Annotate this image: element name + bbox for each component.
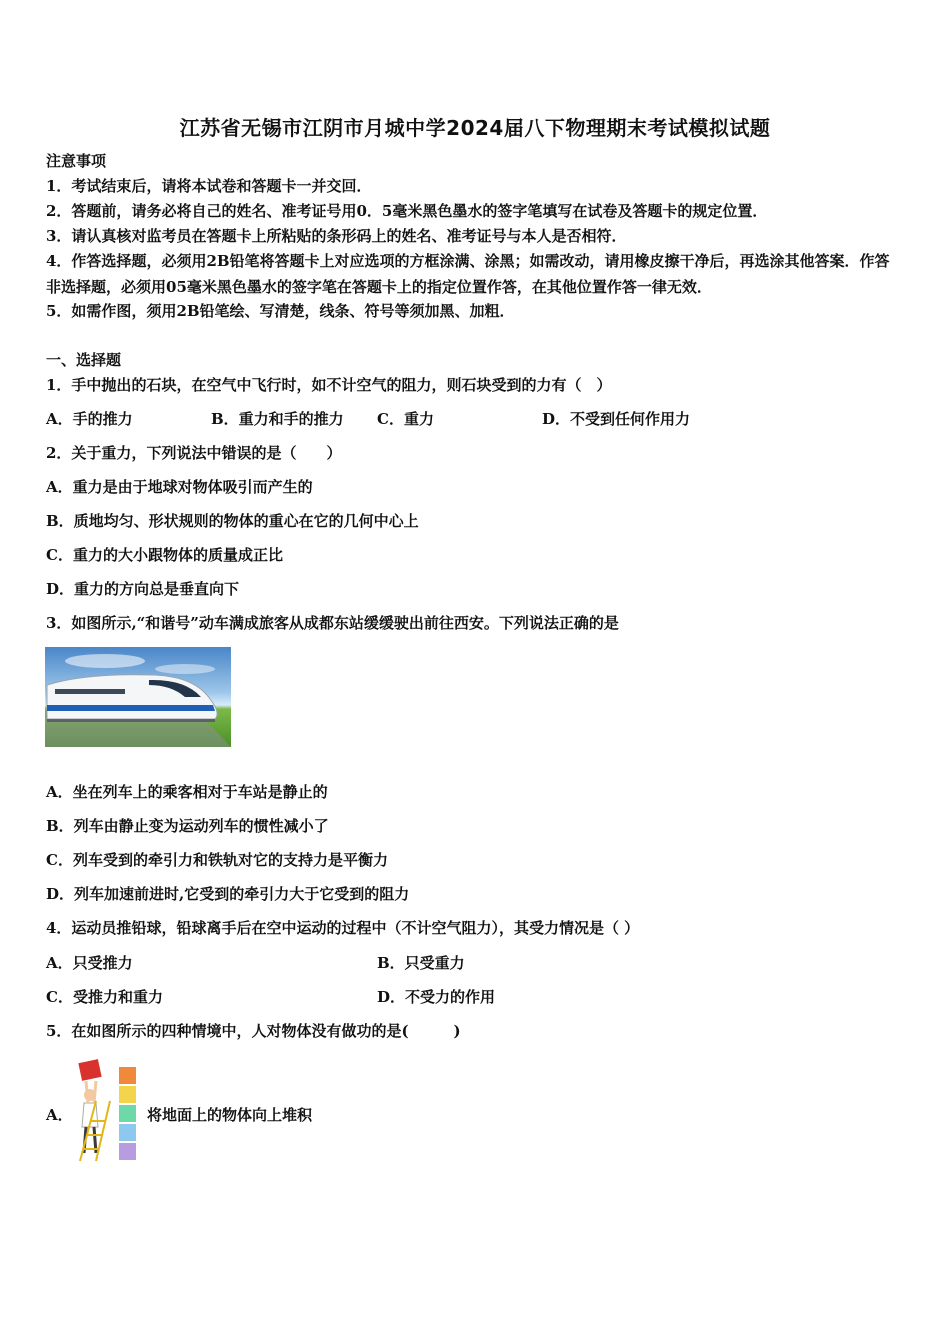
question-stem: 5．在如图所示的四种情境中，人对物体没有做功的是( ) — [46, 1022, 461, 1040]
box-purple — [119, 1143, 136, 1160]
option-d: D．不受到任何作用力 — [542, 410, 691, 428]
option-a: A．只受推力 — [46, 954, 133, 972]
box-yellow — [119, 1086, 136, 1103]
box-blue — [119, 1124, 136, 1141]
option-c: C．重力的大小跟物体的质量成正比 — [46, 546, 283, 564]
option-d: D．重力的方向总是垂直向下 — [46, 580, 240, 598]
option-c: C．重力 — [377, 410, 434, 428]
notice-heading: 注意事项 — [46, 152, 107, 170]
notice-item: 4．作答选择题，必须用2B铅笔将答题卡上对应选项的方框涂满、涂黑；如需改动，请用橡皮擦干净后，再选涂其他答案．作答非选择题，必须用05毫米黑色墨水的签字笔在答题卡上的指定位置作答，在其他位置作答一律无效． — [46, 252, 890, 296]
option-a: A．重力是由于地球对物体吸引而产生的 — [46, 478, 313, 496]
question-stem: 1．手中抛出的石块，在空气中飞行时，如不计空气的阻力，则石块受到的力有（ ） — [46, 376, 612, 394]
page-title: 江苏省无锡市江阴市月城中学2024届八下物理期末考试模拟试题 — [179, 116, 771, 140]
option-c: C．列车受到的牵引力和铁轨对它的支持力是平衡力 — [46, 851, 388, 869]
option-b: B．质地均匀、形状规则的物体的重心在它的几何中心上 — [46, 512, 419, 530]
option-b: B．只受重力 — [377, 954, 465, 972]
notice-item: 1．考试结束后，请将本试卷和答题卡一并交回． — [46, 177, 372, 195]
option-a: A．坐在列车上的乘客相对于车站是静止的 — [46, 783, 328, 801]
option-a-text: 将地面上的物体向上堆积 — [147, 1106, 313, 1124]
option-d: D．不受力的作用 — [377, 988, 496, 1006]
box-orange — [119, 1067, 136, 1084]
option-b: B．列车由静止变为运动列车的惯性减小了 — [46, 817, 329, 835]
train-image — [45, 647, 231, 747]
box-green — [119, 1105, 136, 1122]
notice-item: 3．请认真核对监考员在答题卡上所粘贴的条形码上的姓名、准考证号与本人是否相符． — [46, 227, 627, 245]
question-stem: 3．如图所示,“和谐号”动车满成旅客从成都东站缓缓驶出前往西安。下列说法正确的是 — [46, 614, 619, 632]
question-stem: 4．运动员推铅球，铅球离手后在空中运动的过程中（不计空气阻力），其受力情况是（ ） — [46, 919, 640, 937]
notice-item: 2．答题前，请务必将自己的姓名、准考证号用0．5毫米黑色墨水的签字笔填写在试卷及答题卡的规定位置． — [46, 202, 768, 220]
option-b: B．重力和手的推力 — [211, 410, 344, 428]
option-c: C．受推力和重力 — [46, 988, 163, 1006]
option-a-label: A． — [46, 1106, 73, 1124]
option-a: A．手的推力 — [46, 410, 133, 428]
notice-item: 5．如需作图，须用2B铅笔绘、写清楚，线条、符号等须加黑、加粗． — [46, 302, 515, 320]
section-heading: 一、选择题 — [46, 351, 122, 369]
question-stem: 2．关于重力，下列说法中错误的是（ ） — [46, 444, 342, 462]
option-d: D．列车加速前进时,它受到的牵引力大于它受到的阻力 — [46, 885, 410, 903]
